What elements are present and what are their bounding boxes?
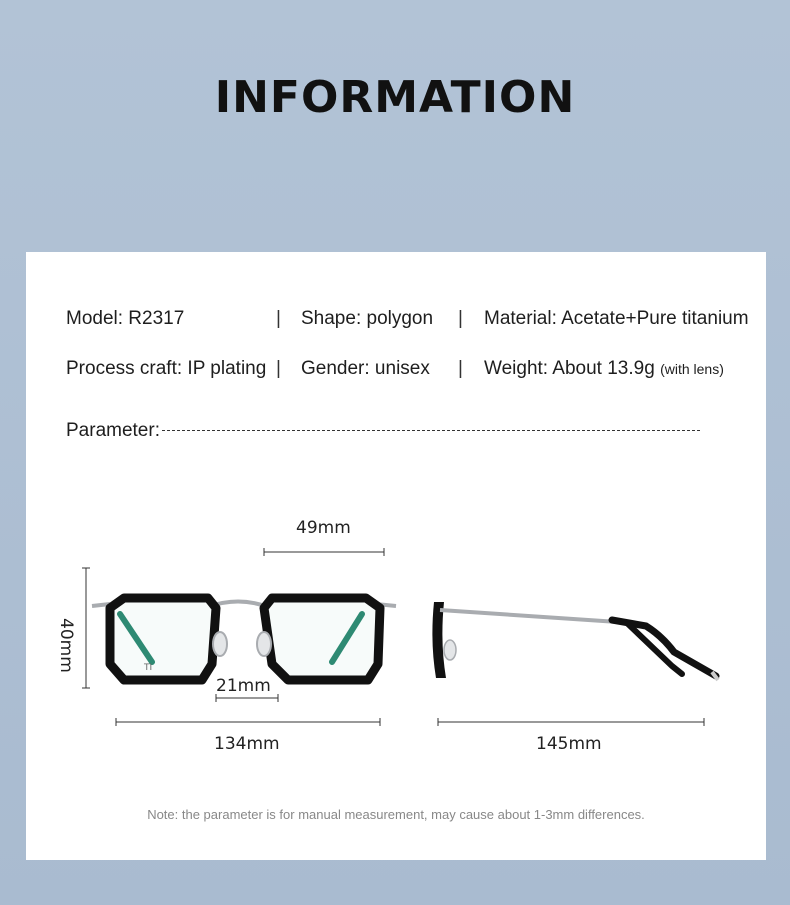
frame-marking: TI	[144, 663, 153, 673]
right-lens	[264, 598, 380, 680]
side-view	[432, 602, 718, 680]
front-view	[92, 598, 396, 680]
left-lens	[110, 598, 216, 680]
temple-length-label: 145mm	[536, 734, 602, 754]
lens-width-label: 49mm	[296, 518, 351, 538]
glasses-diagram	[26, 252, 766, 860]
temple-arm	[440, 610, 618, 622]
separator: |	[276, 308, 281, 329]
info-card	[26, 252, 766, 860]
gender-spec: Gender: unisex	[301, 358, 430, 379]
process-spec: Process craft: IP plating	[66, 358, 267, 379]
separator: |	[458, 358, 463, 379]
separator: |	[276, 358, 281, 379]
weight-value: Weight: About 13.9g	[484, 358, 655, 379]
frame-width-label: 134mm	[214, 734, 280, 754]
lens-height-label: 40mm	[56, 618, 76, 673]
page-title: INFORMATION	[214, 72, 576, 123]
nose-pad-right	[257, 632, 271, 656]
side-nose-pad	[444, 640, 456, 660]
shape-spec: Shape: polygon	[301, 308, 434, 329]
side-frame	[432, 602, 446, 678]
nose-pad-left	[213, 632, 227, 656]
measurement-note: Note: the parameter is for manual measurement, may cause about 1-3mm differences.	[147, 807, 645, 822]
temple-tip-side	[612, 620, 716, 676]
model-spec: Model: R2317	[66, 308, 185, 329]
separator: |	[458, 308, 463, 329]
bridge-label: 21mm	[216, 676, 271, 696]
weight-note: (with lens)	[660, 361, 724, 377]
parameter-label: Parameter:	[66, 420, 160, 441]
material-spec: Material: Acetate+Pure titanium	[484, 308, 749, 329]
